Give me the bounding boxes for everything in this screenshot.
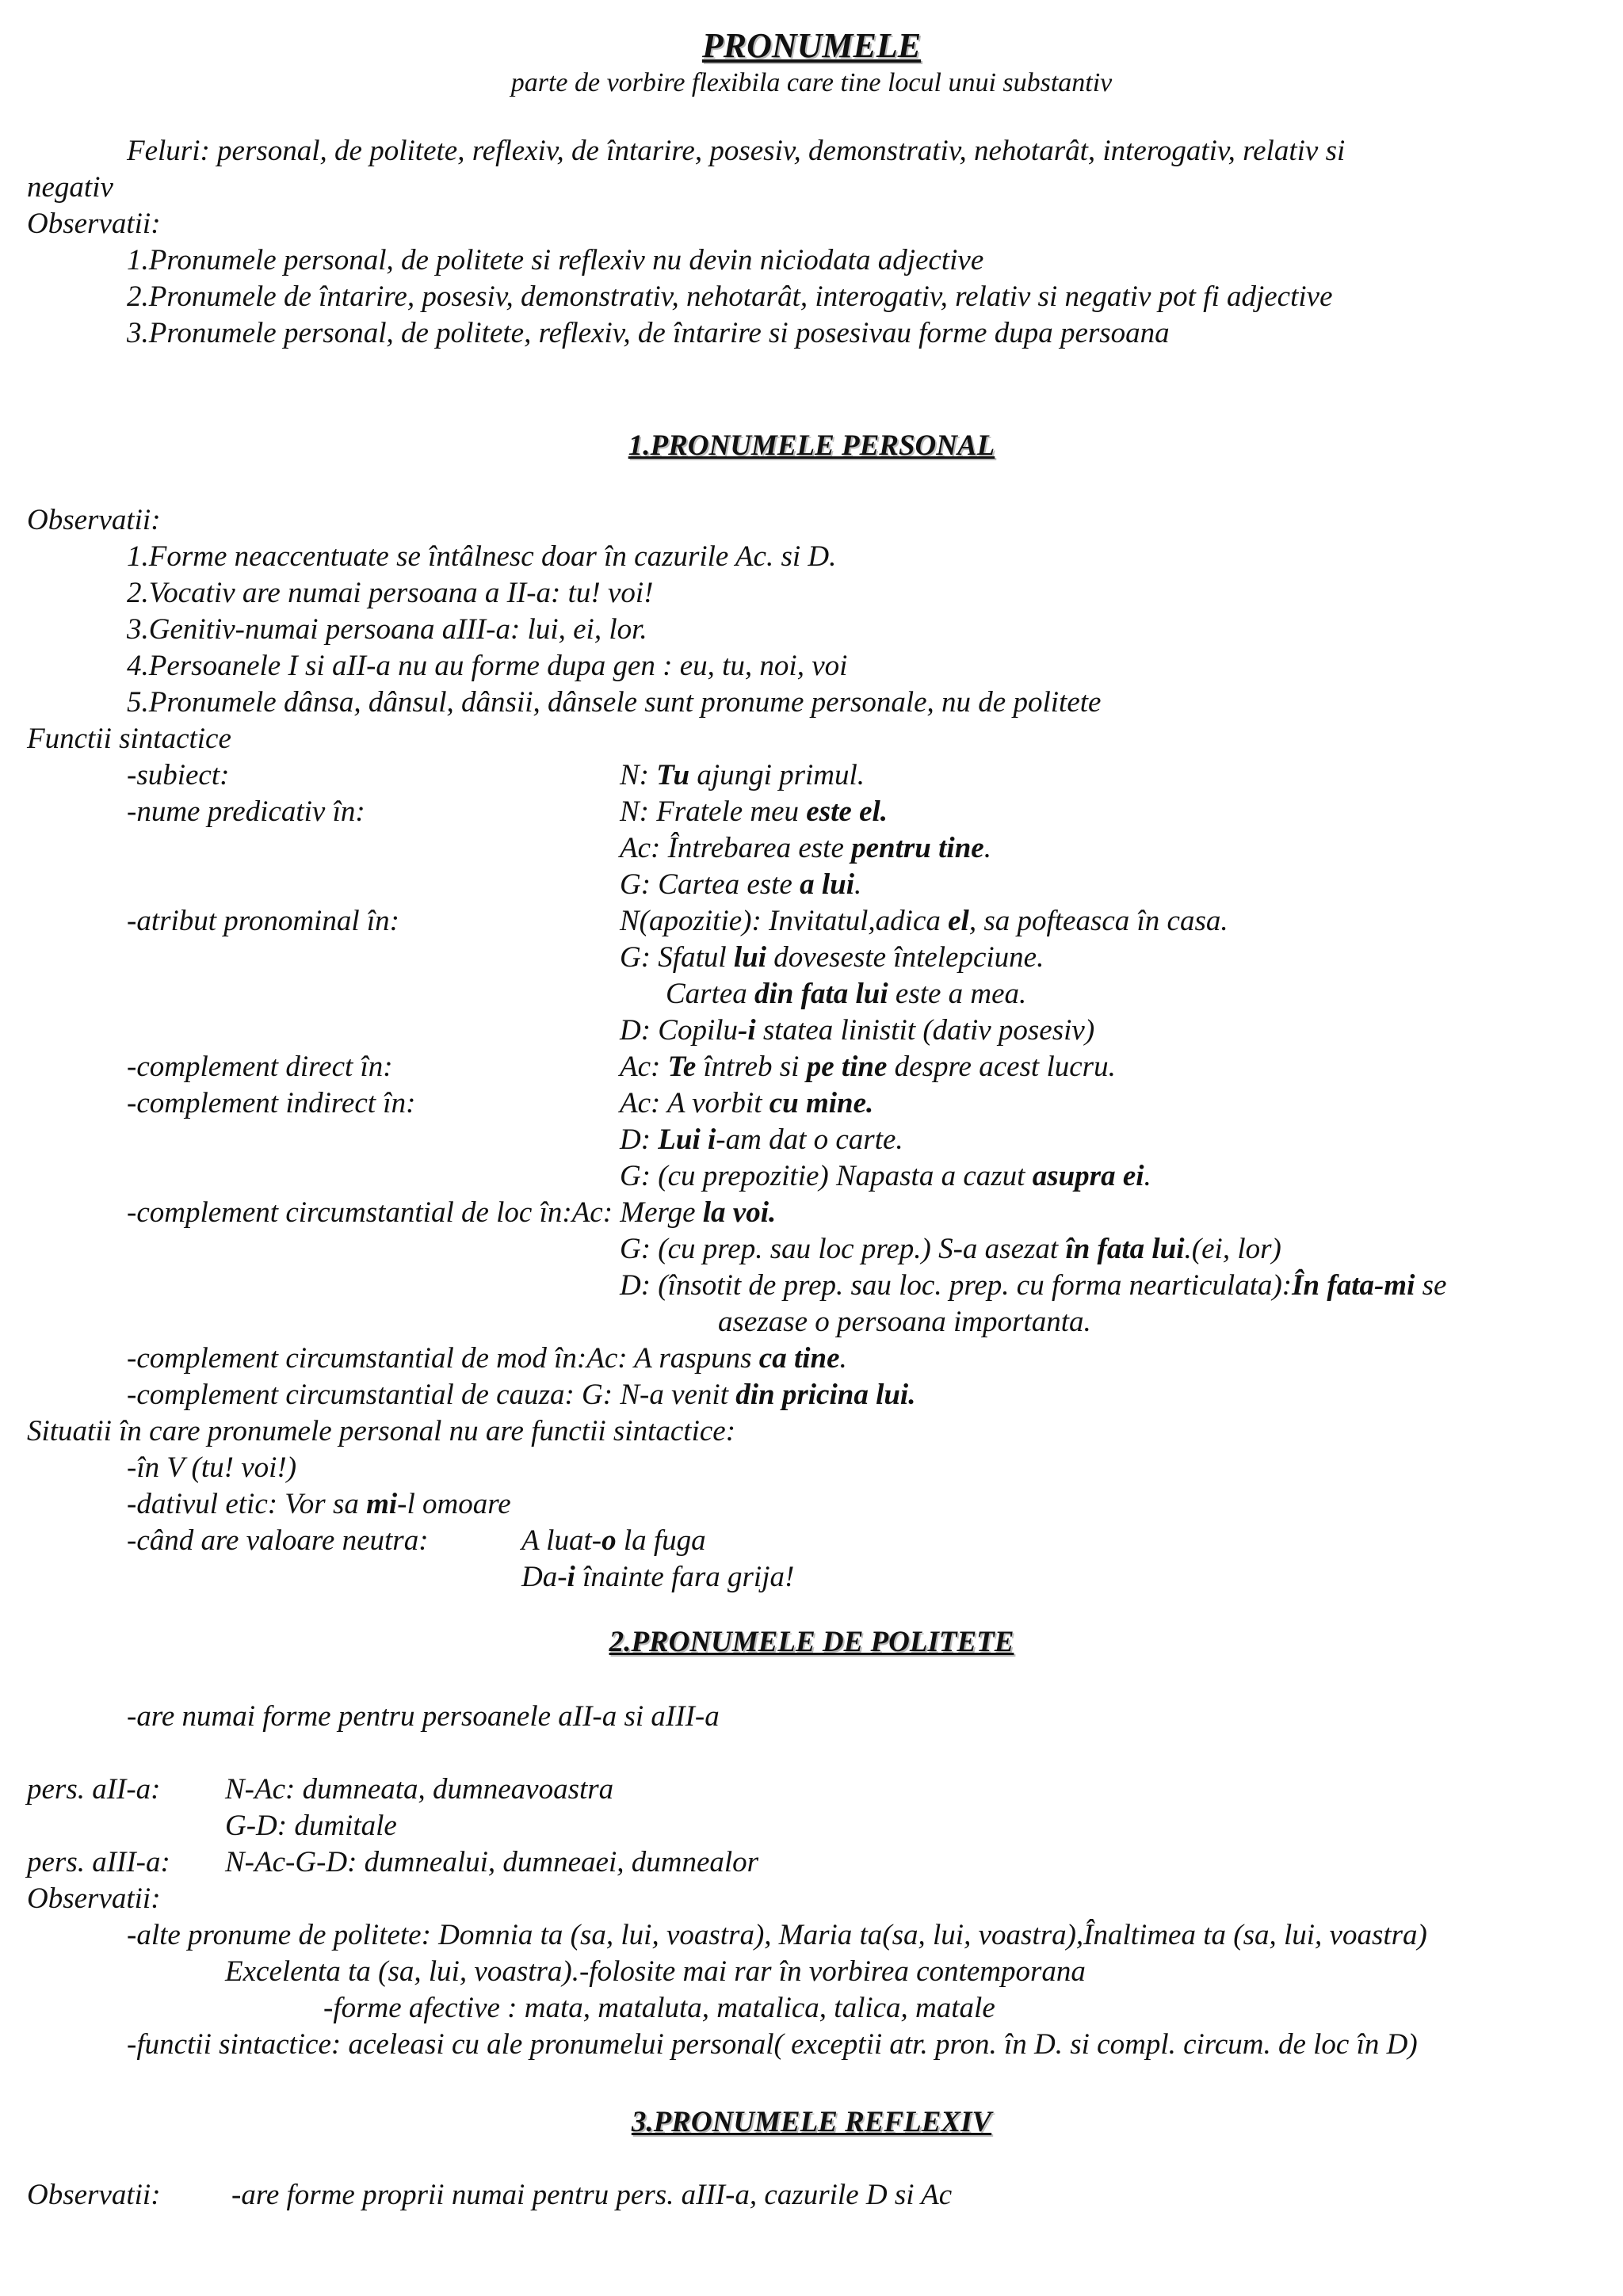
functie-example: D: Lui i-am dat o carte.: [620, 1123, 903, 1156]
functie-label: -nume predicativ în:: [127, 795, 365, 828]
functie-example: Ac: A vorbit cu mine.: [620, 1087, 874, 1119]
observatii-label: Observatii:: [27, 504, 161, 536]
section-heading-personal: 1.PRONUMELE PERSONAL: [628, 429, 995, 462]
fara-functii-label: Situatii în care pronumele personal nu are functii sintactice:: [27, 1415, 736, 1447]
functie-label: -complement circumstantial de cauza: G: N-a venit din pricina lui.: [127, 1379, 916, 1411]
observatie-item: 2.Vocativ are numai persoana a II-a: tu! voi!: [127, 577, 654, 609]
observatie-item: 5.Pronumele dânsa, dânsul, dânsii, dânsele sunt pronume personale, nu de politete: [127, 686, 1102, 719]
functie-example: G: (cu prepozitie) Napasta a cazut asupra ei.: [620, 1160, 1151, 1192]
observatie-item-cont: Excelenta ta (sa, lui, voastra).-folosite mai rar în vorbirea contemporana: [225, 1955, 1086, 1988]
fara-functii-item: -în V (tu! voi!): [127, 1451, 297, 1484]
page-subtitle: parte de vorbire flexibila care tine locul unui substantiv: [510, 68, 1113, 97]
functie-example: N: Tu ajungi primul.: [620, 759, 865, 791]
observatie-item: -are forme proprii numai pentru pers. aIII-a, cazurile D si Ac: [231, 2179, 953, 2211]
functie-example: D: Copilu-i statea linistit (dativ posesiv): [620, 1014, 1095, 1047]
functie-example: G: Cartea este a lui.: [620, 868, 862, 901]
feluri-line-cont: negativ: [27, 171, 113, 204]
functii-sintactice-label: Functii sintactice: [27, 723, 231, 755]
functie-label: -complement direct în:: [127, 1051, 393, 1083]
observatie-item: -functii sintactice: aceleasi cu ale pronumelui personal( exceptii atr. pron. în D. si compl. circum. de loc în D): [127, 2028, 1418, 2061]
observatii-label: Observatii:: [27, 208, 161, 240]
functie-example: Ac: Te întreb si pe tine despre acest lucru.: [620, 1051, 1116, 1083]
functie-example: N: Fratele meu este el.: [620, 795, 888, 828]
observatii-label: Observatii:: [27, 1882, 161, 1915]
functie-example: D: (însotit de prep. sau loc. prep. cu forma nearticulata):În fata-mi se: [620, 1269, 1447, 1302]
observatie-item: -alte pronume de politete: Domnia ta (sa, lui, voastra), Maria ta(sa, lui, voastra),Înaltimea ta (sa, lui, voastra): [127, 1919, 1427, 1951]
fara-functii-item: -când are valoare neutra:: [127, 1524, 429, 1557]
observatie-2: 2.Pronumele de întarire, posesiv, demonstrativ, nehotarât, interogativ, relativ si negativ pot fi adjective: [127, 280, 1333, 313]
functie-example-cont: asezase o persoana importanta.: [718, 1306, 1091, 1338]
pers-forms: G-D: dumitale: [225, 1810, 397, 1842]
pers-label: pers. aII-a:: [27, 1773, 161, 1806]
section-heading-reflexiv: 3.PRONUMELE REFLEXIV: [631, 2106, 992, 2138]
pers-forms: N-Ac: dumneata, dumneavoastra: [225, 1773, 614, 1806]
fara-functii-example: Da-i înainte fara grija!: [521, 1561, 795, 1593]
functie-label: -complement indirect în:: [127, 1087, 416, 1119]
observatie-item: -forme afective : mata, mataluta, matalica, talica, matale: [323, 1992, 995, 2024]
fara-functii-example: A luat-o la fuga: [521, 1524, 706, 1557]
functie-label: -complement circumstantial de loc în:Ac: Merge la voi.: [127, 1196, 777, 1229]
pers-label: pers. aIII-a:: [27, 1846, 170, 1878]
page-title: PRONUMELE: [701, 26, 922, 65]
politete-intro: -are numai forme pentru persoanele aII-a si aIII-a: [127, 1700, 720, 1733]
functie-example: G: Sfatul lui doveseste întelepciune.: [620, 941, 1044, 974]
functie-label: -atribut pronominal în:: [127, 905, 399, 937]
functie-example: N(apozitie): Invitatul,adica el, sa pofteasca în casa.: [620, 905, 1228, 937]
observatie-item: 3.Genitiv-numai persoana aIII-a: lui, ei, lor.: [127, 613, 647, 646]
functie-label: -complement circumstantial de mod în:Ac: A raspuns ca tine.: [127, 1342, 847, 1375]
feluri-line: Feluri: personal, de politete, reflexiv, de întarire, posesiv, demonstrativ, nehotarât, interogativ, relativ si: [127, 135, 1346, 167]
section-heading-politete: 2.PRONUMELE DE POLITETE: [609, 1626, 1014, 1658]
functie-example: Cartea din fata lui este a mea.: [666, 978, 1027, 1010]
observatie-item: 1.Forme neaccentuate se întâlnesc doar în cazurile Ac. si D.: [127, 540, 837, 573]
observatie-3: 3.Pronumele personal, de politete, reflexiv, de întarire si posesivau forme dupa persoana: [127, 317, 1170, 349]
observatii-label: Observatii:: [27, 2179, 161, 2211]
pers-forms: N-Ac-G-D: dumnealui, dumneaei, dumnealor: [225, 1846, 759, 1878]
observatie-1: 1.Pronumele personal, de politete si reflexiv nu devin niciodata adjective: [127, 244, 984, 277]
functie-example: G: (cu prep. sau loc prep.) S-a asezat în fata lui.(ei, lor): [620, 1233, 1281, 1265]
fara-functii-item: -dativul etic: Vor sa mi-l omoare: [127, 1488, 511, 1520]
observatie-item: 4.Persoanele I si aII-a nu au forme dupa gen : eu, tu, noi, voi: [127, 650, 848, 682]
functie-label: -subiect:: [127, 759, 230, 791]
functie-example: Ac: Întrebarea este pentru tine.: [620, 832, 991, 864]
